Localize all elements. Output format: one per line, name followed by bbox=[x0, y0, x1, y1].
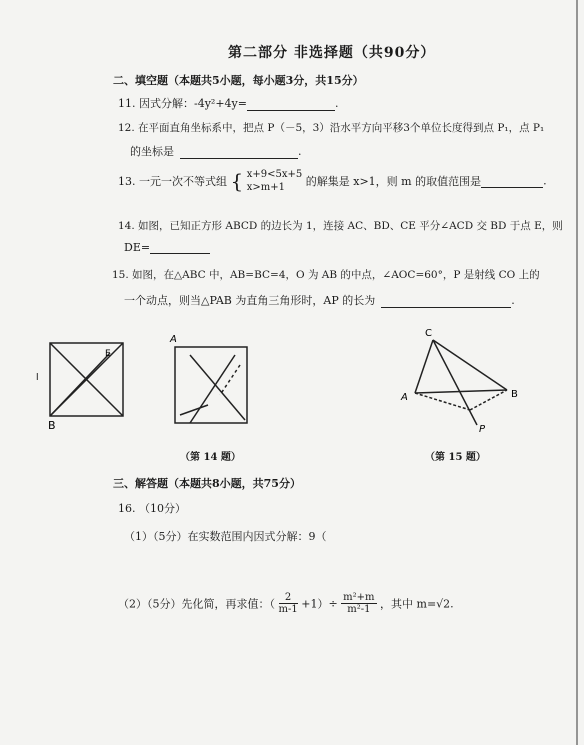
question-11 bbox=[118, 95, 338, 111]
label-p: P bbox=[479, 424, 486, 435]
question-12-end: . bbox=[298, 145, 302, 158]
question-11-text: 11. 因式分解：-4y²+4y= bbox=[118, 97, 247, 110]
question-13-prefix: 13. 一元一次不等式组 bbox=[118, 175, 227, 188]
figure-14 bbox=[30, 325, 280, 440]
figure-14-left-square bbox=[50, 343, 123, 416]
figure-14-caption: （第 14 题） bbox=[180, 452, 241, 463]
inequality-1: x+9<5x+5 bbox=[246, 169, 303, 180]
question-12-line1: 12. 在平面直角坐标系中，把点 P（－5，3）沿水平方向平移3个单位长度得到点 P₁，点 P₁ bbox=[118, 122, 545, 134]
label-c: C bbox=[425, 328, 432, 339]
question-14-line1: 14. 如图，已知正方形 ABCD 的边长为 1，连接 AC、BD、CE 平分∠ACD 交 BD 于点 E，则 bbox=[118, 220, 563, 232]
question-13-suffix: 的解集是 x>1，则 m 的取值范围是 bbox=[305, 175, 482, 188]
figure-15-triangle bbox=[415, 340, 507, 425]
label-e: E bbox=[105, 349, 111, 359]
question-14-label: DE= bbox=[124, 241, 151, 254]
page-edge bbox=[576, 0, 578, 745]
question-15-end: . bbox=[511, 294, 515, 307]
label-b: B bbox=[511, 389, 518, 400]
fraction-2-numerator: m²+m bbox=[343, 592, 375, 603]
label-b: B bbox=[48, 419, 56, 432]
question-15-line2 bbox=[124, 292, 515, 308]
question-11-end: . bbox=[334, 97, 339, 110]
fraction-1-numerator: 2 bbox=[279, 592, 298, 604]
figure-15-caption: （第 15 题） bbox=[425, 452, 486, 463]
answer-blank-11 bbox=[247, 98, 335, 111]
answer-blank-13 bbox=[481, 175, 543, 188]
inequality-system bbox=[247, 168, 303, 194]
question-15-label: 一个动点，则当△PAB 为直角三角形时，AP 的长为 bbox=[124, 294, 376, 307]
question-16-part1: （1）（5分）在实数范围内因式分解：9（ bbox=[124, 530, 327, 543]
question-12-label: 的坐标是 bbox=[130, 145, 174, 158]
label-a: A bbox=[170, 334, 177, 345]
brace-icon: { bbox=[230, 169, 244, 193]
question-13 bbox=[118, 168, 547, 194]
fraction-2 bbox=[341, 592, 376, 615]
answer-blank-12 bbox=[180, 146, 298, 159]
side-mark: l bbox=[36, 373, 39, 383]
question-16-part2-suffix: ，其中 m=√2. bbox=[380, 597, 454, 611]
fraction-1-denominator: m-1 bbox=[278, 604, 298, 615]
section-solve-header: 三、解答题（本题共8小题，共75分） bbox=[113, 477, 301, 490]
inequality-2: x>m+1 bbox=[246, 182, 285, 193]
question-15-line1: 15. 如图，在△ABC 中，AB=BC=4，O 为 AB 的中点，∠AOC=60°，P 是射线 CO 上的 bbox=[112, 269, 540, 281]
figure-15 bbox=[395, 325, 535, 435]
page-title: 第二部分 非选择题（共90分） bbox=[228, 45, 436, 61]
figure-14-right-square bbox=[175, 347, 247, 423]
question-13-end: . bbox=[543, 174, 547, 188]
question-16-part2-mid: +1）÷ bbox=[301, 597, 338, 611]
fraction-2-denominator: m²-1 bbox=[347, 604, 371, 615]
question-14-line2 bbox=[124, 241, 210, 254]
section-fill-blank-header: 二、填空题（本题共5小题，每小题3分，共15分） bbox=[113, 74, 364, 87]
answer-blank-15 bbox=[381, 295, 511, 308]
fraction-1 bbox=[279, 592, 298, 615]
question-16: 16. （10分） bbox=[118, 502, 186, 515]
answer-blank-14 bbox=[150, 241, 210, 254]
label-a: A bbox=[401, 392, 408, 403]
question-16-part2-prefix: （2）（5分）先化简，再求值：（ bbox=[118, 597, 275, 611]
question-12-line2 bbox=[130, 143, 302, 159]
question-16-part2 bbox=[118, 592, 454, 615]
